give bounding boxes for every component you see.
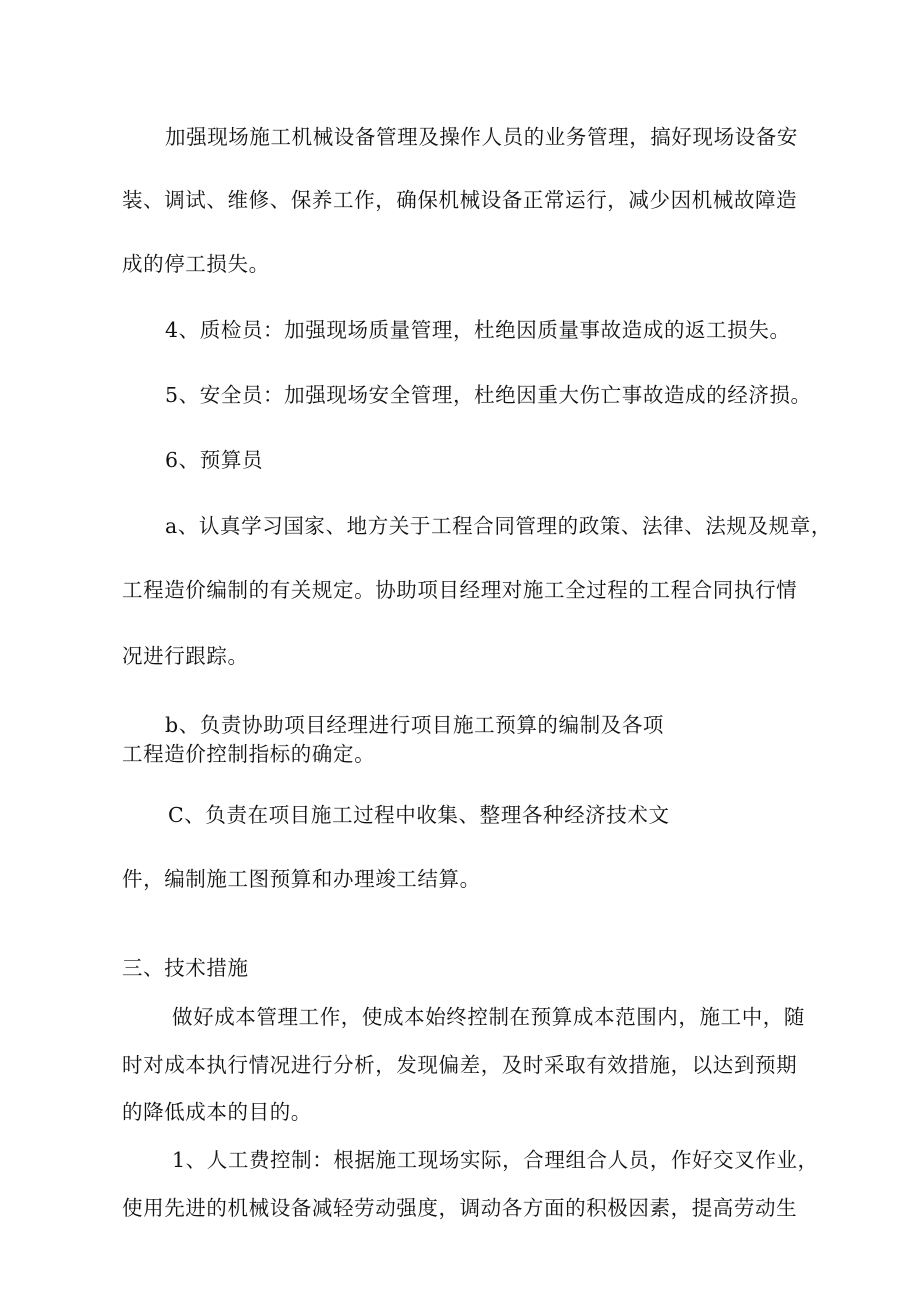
section-heading: 三、技术措施 xyxy=(122,956,249,980)
text-line: 使用先进的机械设备减轻劳动强度，调动各方面的积极因素，提高劳动生 xyxy=(122,1196,798,1220)
text-line: 的降低成本的目的。 xyxy=(122,1100,312,1124)
text-line: 做好成本管理工作，使成本始终控制在预算成本范围内，施工中，随 xyxy=(172,1005,805,1029)
text-line: 1、人工费控制：根据施工现场实际，合理组合人员，作好交叉作业， xyxy=(172,1148,819,1172)
text-line: b、负责协助项目经理进行项目施工预算的编制及各项 xyxy=(165,713,665,737)
text-line: 工程造价控制指标的确定。 xyxy=(122,742,376,766)
text-line: 4、质检员：加强现场质量管理，杜绝因质量事故造成的返工损失。 xyxy=(165,318,791,342)
text-line: 5、安全员：加强现场安全管理，杜绝因重大伤亡事故造成的经济损。 xyxy=(165,383,812,407)
text-line: 装、调试、维修、保养工作，确保机械设备正常运行，减少因机械故障造 xyxy=(122,188,798,212)
text-line: 工程造价编制的有关规定。协助项目经理对施工全过程的工程合同执行情 xyxy=(122,578,798,602)
text-line: a、认真学习国家、地方关于工程合同管理的政策、法律、法规及规章， xyxy=(165,514,832,538)
text-line: 况进行跟踪。 xyxy=(122,644,249,668)
text-line: 时对成本执行情况进行分析，发现偏差，及时采取有效措施，以达到预期 xyxy=(122,1053,798,1077)
text-line: 6、预算员 xyxy=(165,448,264,472)
text-line: 件，编制施工图预算和办理竣工结算。 xyxy=(122,867,481,891)
text-line: C、负责在项目施工过程中收集、整理各种经济技术文 xyxy=(168,803,670,827)
text-line: 成的停工损失。 xyxy=(122,252,270,276)
text-line: 加强现场施工机械设备管理及操作人员的业务管理，搞好现场设备安 xyxy=(165,125,798,149)
